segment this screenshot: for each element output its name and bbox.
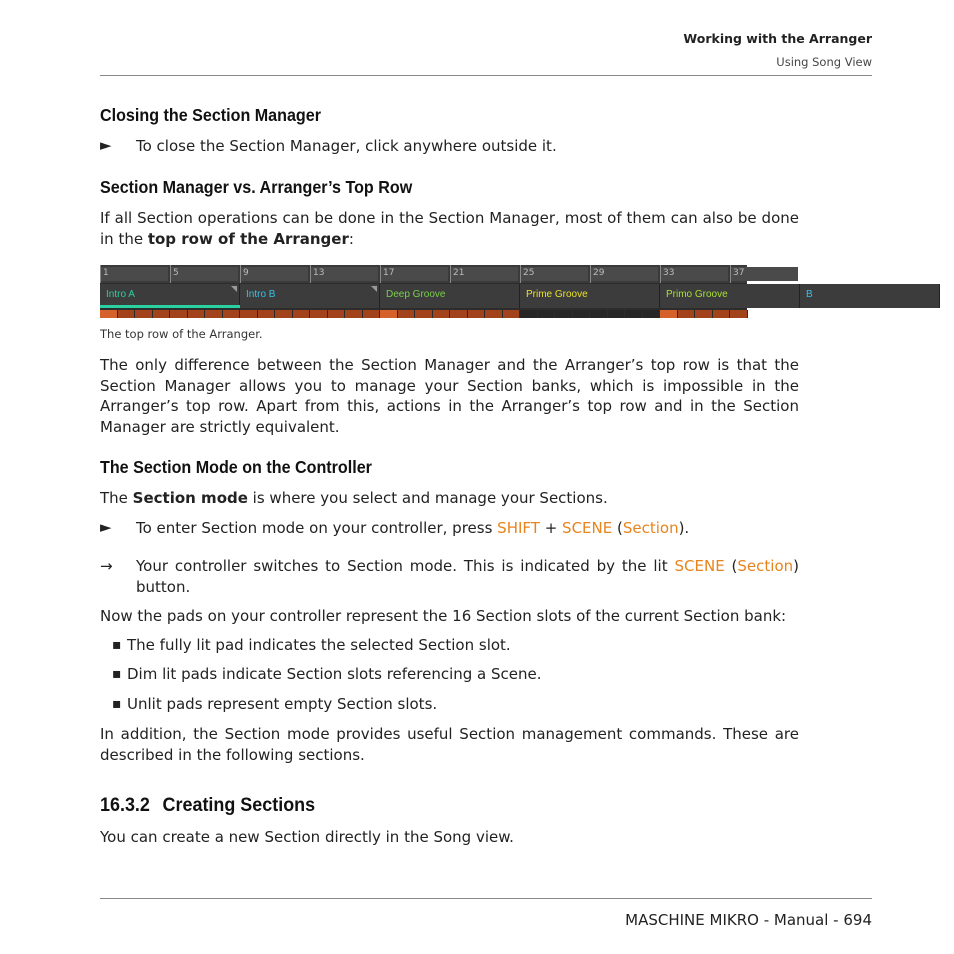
result-tail: ) button. xyxy=(136,557,799,596)
ruler-segment xyxy=(241,267,308,281)
bullet-item: Dim lit pads indicate Section slots referencing a Scene. xyxy=(127,665,542,683)
mode-intro-bold: Section mode xyxy=(132,489,248,507)
arranger-pad xyxy=(100,310,118,318)
step-arrow-icon: ► xyxy=(100,136,112,154)
vs-intro-paragraph xyxy=(100,208,799,249)
arranger-pad xyxy=(223,310,241,318)
arranger-pad xyxy=(310,310,328,318)
arranger-pad xyxy=(240,310,258,318)
heading-section-manager-vs-top-row: Section Manager vs. Arranger’s Top Row xyxy=(100,177,413,197)
scene-button-ref-2: SCENE xyxy=(674,557,725,575)
section-label-ref: Section xyxy=(622,519,679,537)
section-title: Creating Sections xyxy=(162,794,316,816)
mode-intro-text: The xyxy=(100,489,133,507)
arranger-top-row-figure xyxy=(100,265,813,318)
arranger-pad xyxy=(293,310,311,318)
ruler-label: 21 xyxy=(453,268,465,278)
closing-step-text: To close the Section Manager, click anywhere outside it. xyxy=(136,137,557,155)
mode-step-lead: To enter Section mode on your controller, press xyxy=(136,519,498,537)
footer-divider xyxy=(100,898,872,899)
paren-open-2: ( xyxy=(724,557,738,575)
arranger-pad xyxy=(608,310,626,318)
arranger-pad xyxy=(573,310,591,318)
heading-creating-sections xyxy=(100,794,315,817)
arranger-pad xyxy=(433,310,451,318)
ruler-label: 9 xyxy=(243,268,249,278)
arranger-pad xyxy=(450,310,468,318)
arranger-pad xyxy=(485,310,503,318)
vs-intro-text: If all Section operations can be done in the Section Manager, most of them can also be done in the xyxy=(100,209,799,248)
arranger-section-block[interactable] xyxy=(520,284,660,308)
scene-button-ref: SCENE xyxy=(562,519,613,537)
arranger-pad xyxy=(363,310,381,318)
vs-difference-paragraph: The only difference between the Section Manager and the Arranger’s top row is that the Section Manager allows you to manage your Section banks, which is impossible in the Arranger’s top row. Apart from this, actions in the Arranger’s top row and in the Section Manager are strictly equivalent. xyxy=(100,356,799,436)
mode-intro-rest: is where you select and manage your Sections. xyxy=(247,489,608,507)
section-number: 16.3.2 xyxy=(100,794,150,816)
running-header-chapter: Working with the Arranger xyxy=(683,31,872,46)
header-divider xyxy=(100,75,872,76)
bullet-item: Unlit pads represent empty Section slots. xyxy=(127,695,438,713)
arranger-pad xyxy=(590,310,608,318)
arranger-pad xyxy=(345,310,363,318)
arranger-pad xyxy=(555,310,573,318)
section-corner-icon xyxy=(371,286,377,292)
bullet-icon: ▪ xyxy=(112,666,122,682)
mode-intro-paragraph xyxy=(100,488,799,509)
shift-button-ref: SHIFT xyxy=(497,519,540,537)
arranger-pad xyxy=(153,310,171,318)
arranger-pad-strip xyxy=(100,310,747,318)
arranger-pad xyxy=(503,310,521,318)
arranger-section-block[interactable] xyxy=(380,284,520,308)
arranger-pad xyxy=(380,310,398,318)
arranger-pad xyxy=(275,310,293,318)
arranger-pad xyxy=(170,310,188,318)
arranger-pad xyxy=(625,310,643,318)
arranger-section-block[interactable] xyxy=(660,284,800,308)
ruler-label: 1 xyxy=(103,268,109,278)
section-label-ref-2: Section xyxy=(737,557,794,575)
arranger-pad xyxy=(538,310,556,318)
figure-caption: The top row of the Arranger. xyxy=(100,327,263,341)
arranger-pad xyxy=(135,310,153,318)
arranger-pad xyxy=(205,310,223,318)
mode-result-text xyxy=(136,556,799,598)
section-corner-icon xyxy=(231,286,237,292)
arranger-pad xyxy=(258,310,276,318)
ruler-label: 29 xyxy=(593,268,605,278)
arranger-section-block[interactable] xyxy=(240,284,380,308)
section-name: Intro B xyxy=(246,289,276,300)
arranger-pad xyxy=(678,310,696,318)
paren-close: ). xyxy=(678,519,690,537)
arranger-pad xyxy=(328,310,346,318)
ruler-label: 33 xyxy=(663,268,675,278)
ruler-label: 17 xyxy=(383,268,395,278)
section-name: Primo Groove xyxy=(666,289,728,300)
step-arrow-icon: ► xyxy=(100,518,112,536)
ruler-label: 5 xyxy=(173,268,179,278)
arranger-pad xyxy=(118,310,136,318)
plus-sign: + xyxy=(539,519,563,537)
ruler-segment xyxy=(171,267,238,281)
result-arrow-icon: → xyxy=(100,557,113,575)
bullet-icon: ▪ xyxy=(112,696,122,712)
running-header-section: Using Song View xyxy=(776,55,872,69)
mode-outro-paragraph: In addition, the Section mode provides useful Section management commands. These are described in the following sections. xyxy=(100,725,799,764)
arranger-pad xyxy=(643,310,661,318)
arranger-pad xyxy=(713,310,731,318)
arranger-timeline-ruler xyxy=(100,265,747,283)
page-footer: MASCHINE MIKRO - Manual - 694 xyxy=(625,911,872,929)
selected-section-indicator xyxy=(100,305,240,308)
section-name: Deep Groove xyxy=(386,289,446,300)
arranger-pad xyxy=(695,310,713,318)
heading-section-mode-controller: The Section Mode on the Controller xyxy=(100,457,372,477)
section-name: Prime Groove xyxy=(526,289,588,300)
arranger-section-block[interactable] xyxy=(800,284,940,308)
arranger-pad xyxy=(468,310,486,318)
arranger-pad xyxy=(730,310,748,318)
vs-intro-colon: : xyxy=(348,229,354,248)
ruler-label: 37 xyxy=(733,268,745,278)
bullet-icon: ▪ xyxy=(112,637,122,653)
section-name: B xyxy=(806,289,813,300)
arranger-pad xyxy=(415,310,433,318)
ruler-segment xyxy=(101,267,168,281)
ruler-label: 25 xyxy=(523,268,535,278)
arranger-pad xyxy=(520,310,538,318)
pads-intro-paragraph: Now the pads on your controller represent the 16 Section slots of the current Section bank: xyxy=(100,607,787,625)
heading-closing-section-manager: Closing the Section Manager xyxy=(100,105,321,125)
ruler-label: 13 xyxy=(313,268,325,278)
vs-intro-bold: top row of the Arranger xyxy=(147,229,349,248)
arranger-pad xyxy=(660,310,678,318)
result-lead: Your controller switches to Section mode. This is indicated by the lit xyxy=(136,557,675,575)
section-name: Intro A xyxy=(106,289,135,300)
creating-paragraph: You can create a new Section directly in the Song view. xyxy=(100,828,514,846)
bullet-item: The fully lit pad indicates the selected Section slot. xyxy=(127,636,511,654)
arranger-pad xyxy=(398,310,416,318)
mode-step-text xyxy=(136,518,799,539)
paren-open: ( xyxy=(612,519,623,537)
arranger-pad xyxy=(188,310,206,318)
